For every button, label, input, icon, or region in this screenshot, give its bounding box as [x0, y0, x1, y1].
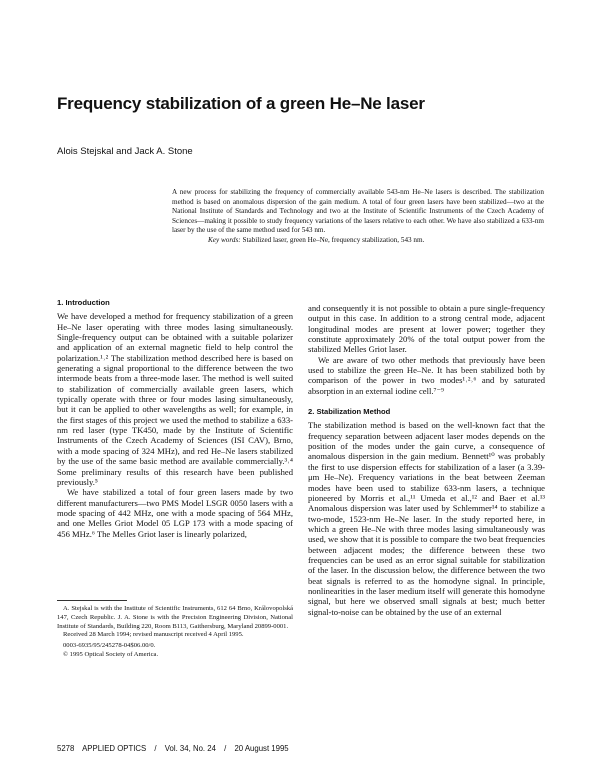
abstract-text: A new process for stabilizing the frequency of commercially available 543-nm He–Ne lasers is described. The stabilization method is based on anomalous dispersion of the gain medium. A total of four green lasers have been stabilized—two at the National Institute of Standards and Technology and two at the Institute of Scientific Instruments of the Czech Academy of Sciences—making it possible to study frequency variations of the lasers relative to each other. We have also stabilized a 633-nm laser by the use of the same method used for 543 nm.	[172, 188, 544, 235]
intro-paragraph-4: We are aware of two other methods that previously have been used to stabilize the green He–Ne. It has been stabilized both by comparison of the power in two modes¹˒²˒⁶ and by saturated absorption in an external iodine cell.⁷⁻⁹	[308, 354, 545, 396]
footnote-divider	[57, 600, 127, 601]
page-footer	[57, 744, 295, 753]
journal-name: APPLIED OPTICS	[82, 744, 147, 753]
journal-volume: Vol. 34, No. 24	[164, 744, 216, 753]
intro-paragraph-3: and consequently it is not possible to obtain a pure single-frequency output in this case. In addition to a strong central mode, adjacent longitudinal modes are present at lower power; together they constitute approximately 20% of the total output power from the stabilized Melles Griot laser.	[308, 303, 545, 355]
intro-paragraph-1: We have developed a method for frequency stabilization of a green He–Ne laser operating with three modes lasing simultaneously. Single-frequency output can be obtained with a suitable polarizer and application of an external magnetic field to help control the polarization.¹˒² The stabilization method described here is based on generating a signal proportional to the difference between the two intermode beats from a three-mode laser. The method is well suited to stabilization of commercially available green lasers, which typically operate with three or four modes lasing simultaneously, but it can be applied to other wavelengths as well; for example, in the first stages of this project we used the method to stabilize a 633-nm red laser (type TK450, made by the Institute of Scientific Instruments of the Czech Academy of Sciences (ISI CAV), Brno, with a mode spacing of 324 MHz), and red He–Ne lasers stabilized by the use of the same basic method are available commercially.³˒⁴ Some preliminary results of this research have been published previously.⁵	[57, 311, 293, 487]
footnote-copyright: © 1995 Optical Society of America.	[63, 650, 159, 658]
keywords	[172, 236, 544, 246]
keywords-label: Key words:	[208, 235, 241, 244]
keywords-text: Stabilized laser, green He–Ne, frequency stabilization, 543 nm.	[242, 235, 425, 244]
right-column	[308, 303, 545, 617]
abstract	[172, 188, 544, 246]
issue-date: 20 August 1995	[234, 744, 289, 753]
method-paragraph-1: The stabilization method is based on the well-known fact that the frequency separation between adjacent laser modes depends on the position of the modes under the gain curve, a consequence of anomalous dispersion in the gain medium. Bennett¹⁰ was probably the first to use dispersion effects for stabilization of a laser (a 3.39-μm He–Ne). Frequency variations in the beat between Zeeman modes have been used to stabilize 633-nm lasers, a technique pioneered by Morris et al.,¹¹ Umeda et al.,¹² and Baer et al.¹³ Anomalous dispersion was later used by Schlemmer¹⁴ to stabilize a two-mode, 1523-nm He–Ne laser. In the study reported here, in which a green He–Ne with three modes lasing simultaneously was used, we show that it is possible to compare the two beat frequencies between adjacent modes; the difference between these two frequencies can be used as an error signal suitable for stabilization of the laser. In the discussion below, the difference between the two beat signals is referred to as the homodyne signal. In principle, nonlinearities in the laser medium itself will generate this homodyne signal, but here we observed small signals at best; much better signal-to-noise can be obtained by the use of an external	[308, 420, 545, 617]
footer-separator: /	[154, 744, 157, 753]
intro-paragraph-2: We have stabilized a total of four green lasers made by two different manufacturers—two PMS Model LSGR 0050 lasers with a mode spacing of 442 MHz, one with a mode spacing of 564 MHz, and one Melles Griot Model 05 LGP 173 with a mode spacing of 456 MHz.⁶ The Melles Griot laser is linearly polarized,	[57, 487, 293, 539]
method-heading: 2. Stabilization Method	[308, 407, 391, 417]
author-list: Alois Stejskal and Jack A. Stone	[57, 146, 193, 157]
footnotes	[57, 605, 293, 660]
left-column	[57, 298, 293, 539]
page-number: 5278	[57, 744, 75, 753]
paper-title: Frequency stabilization of a green He–Ne laser	[57, 94, 425, 113]
footnote-affiliation: A. Stejskal is with the Institute of Scientific Instruments, 612 64 Brno, Královopolská 147, Czech Republic. J. A. Stone is with the Precision Engineering Division, National Institute of Standards, Building 220, Room B113, Gaithersburg, Maryland 20899-0001.	[57, 605, 293, 630]
footnote-received: Received 28 March 1994; revised manuscript received 4 April 1995.	[63, 631, 244, 639]
intro-heading: 1. Introduction	[57, 298, 110, 307]
footnote-ids: 0003-6935/95/245278-04$06.00/0.	[63, 642, 156, 650]
footer-separator-2: /	[224, 744, 227, 753]
